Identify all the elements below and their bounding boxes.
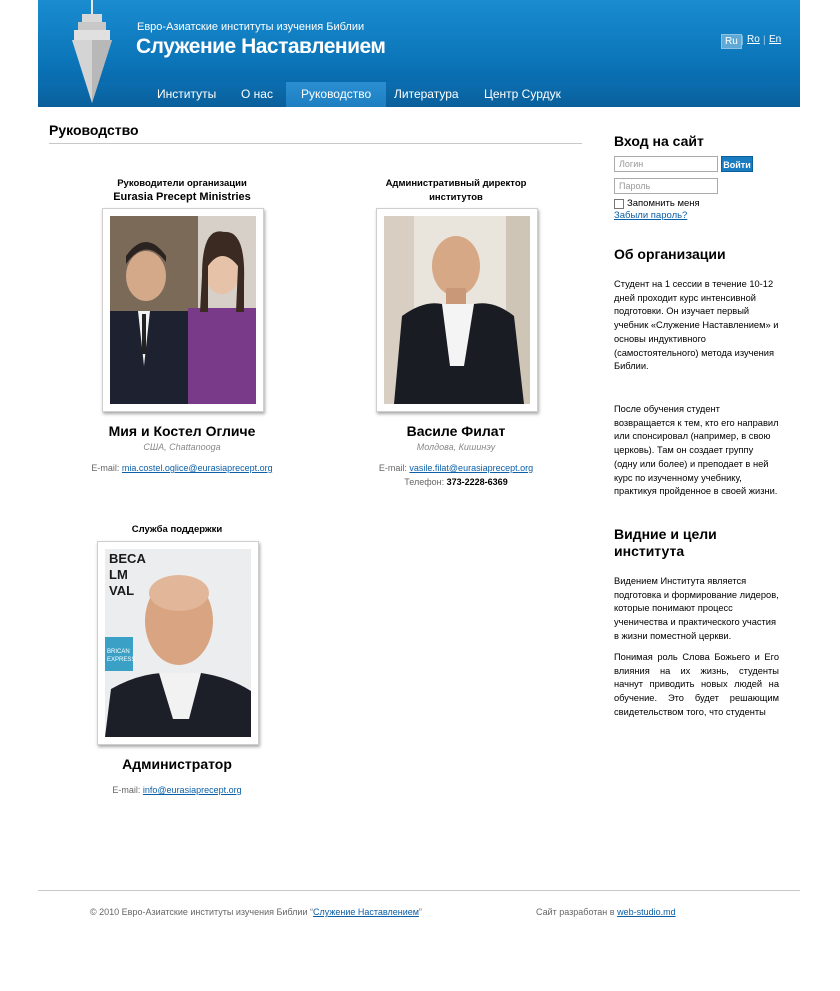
role-label: Административный директор — [385, 178, 527, 189]
person-name: Администратор — [122, 756, 232, 772]
person-name: Мия и Костел Огличе — [108, 423, 256, 439]
photo-director — [376, 208, 538, 412]
email-label: E-mail: — [91, 463, 120, 473]
lang-separator: | — [741, 35, 744, 46]
copyright-link[interactable]: Служение Наставлением — [312, 907, 419, 917]
nav-institutes[interactable]: Институты — [157, 87, 217, 101]
nav-about[interactable]: О нас — [241, 87, 273, 101]
person-name: Василе Филат — [406, 423, 506, 439]
role-label-cont: институтов — [429, 192, 483, 203]
remember-me — [614, 198, 700, 209]
email-link[interactable]: vasile.filat@eurasiaprecept.org — [409, 463, 534, 473]
svg-text:BECA: BECA — [109, 551, 146, 566]
about-paragraph-2: После обучения студент возвращается к тем, кто его направил или спонсировал (например, в свою церковь). Там он создает группу (одну или более) и преподает в ней курс по изученному учебнику, практикуя пройденное в своей жизни. — [614, 404, 779, 497]
copyright-end: ” — [418, 907, 422, 917]
footer-copyright — [90, 907, 422, 917]
person-email-line — [334, 463, 578, 473]
login-submit-button[interactable]: Войти — [721, 156, 753, 172]
couple-photo — [110, 216, 256, 404]
lang-ro[interactable]: Ro — [747, 34, 760, 45]
login-input[interactable]: Логин — [614, 156, 718, 172]
remember-label: Запомнить меня — [627, 198, 700, 209]
divider — [49, 143, 582, 144]
svg-text:VAL: VAL — [109, 583, 135, 598]
org-subtitle: Евро-Азиатские институты изучения Библии — [137, 21, 365, 33]
remember-checkbox[interactable] — [614, 199, 624, 209]
phone-number: 373-2228-6369 — [446, 477, 508, 487]
copyright-text: © 2010 Евро-Азиатские институты изучения Библии “ — [90, 907, 313, 917]
svg-text:LM: LM — [109, 567, 128, 582]
person-card-leaders — [82, 177, 282, 203]
person-location: Молдова, Кишинэу — [416, 442, 496, 452]
footer-divider — [38, 890, 800, 891]
support-photo — [105, 549, 251, 737]
lang-separator: | — [763, 35, 766, 46]
email-label: E-mail: — [378, 463, 407, 473]
role-label: Служба поддержки — [131, 524, 223, 535]
phone-label: Телефон: — [404, 477, 445, 487]
plumb-bob-logo-icon[interactable] — [64, 0, 120, 105]
lang-ru[interactable]: Ru — [721, 34, 742, 49]
nav-leadership[interactable]: Руководство — [286, 82, 386, 107]
forgot-password-link[interactable]: Забыли пароль? — [614, 210, 688, 221]
svg-text:BRICAN: BRICAN — [107, 649, 130, 655]
email-link[interactable]: mia.costel.oglice@eurasiaprecept.org — [121, 463, 273, 473]
developer-label: Сайт разработан в — [536, 907, 615, 917]
person-card-support — [77, 523, 277, 537]
vision-paragraph-2: Понимая роль Слова Божьего и Его влияния на их жизнь, студенты начнут приводить новых людей на обучение. Это будет решающим свидетельством того, что студенты — [614, 652, 779, 717]
vision-paragraph-1: Видением Института является подготовка и формирование лидеров, которые понимают процесс ученичества и практического участия в жизни поместной церкви. — [614, 576, 779, 641]
nav-literature[interactable]: Литература — [394, 87, 459, 101]
role-label: Руководители организации — [117, 178, 247, 189]
role-label-org: Eurasia Precept Ministries — [113, 191, 251, 203]
person-phone-line — [334, 477, 578, 487]
login-heading: Вход на сайт — [614, 133, 704, 149]
org-title[interactable]: Служение Наставлением — [136, 35, 386, 58]
person-card-director — [356, 177, 556, 205]
svg-text:EXPRESS: EXPRESS — [107, 657, 136, 663]
footer-developer — [536, 907, 676, 917]
email-link[interactable]: info@eurasiaprecept.org — [142, 785, 242, 795]
photo-leaders — [102, 208, 264, 412]
email-label: E-mail: — [112, 785, 141, 795]
password-input[interactable]: Пароль — [614, 178, 718, 194]
page-title: Руководство — [49, 122, 139, 138]
nav-surduk-center[interactable]: Центр Сурдук — [484, 87, 561, 101]
about-paragraph-1: Студент на 1 сессии в течение 10-12 дней проходит курс интенсивной подготовки. Он изучает первый учебник «Служение Наставлением» и основы индуктивного (самостоятельного) метода изучения Библии. — [614, 279, 779, 372]
photo-support — [97, 541, 259, 745]
about-heading: Об организации — [614, 246, 726, 262]
person-email-line — [60, 463, 304, 473]
developer-link[interactable]: web-studio.md — [617, 907, 676, 917]
vision-heading: Видние и цели института — [614, 526, 717, 559]
lang-en[interactable]: En — [769, 34, 782, 45]
director-photo — [384, 216, 530, 404]
person-location: США, Chattanooga — [143, 442, 221, 452]
person-email-line — [55, 785, 299, 795]
